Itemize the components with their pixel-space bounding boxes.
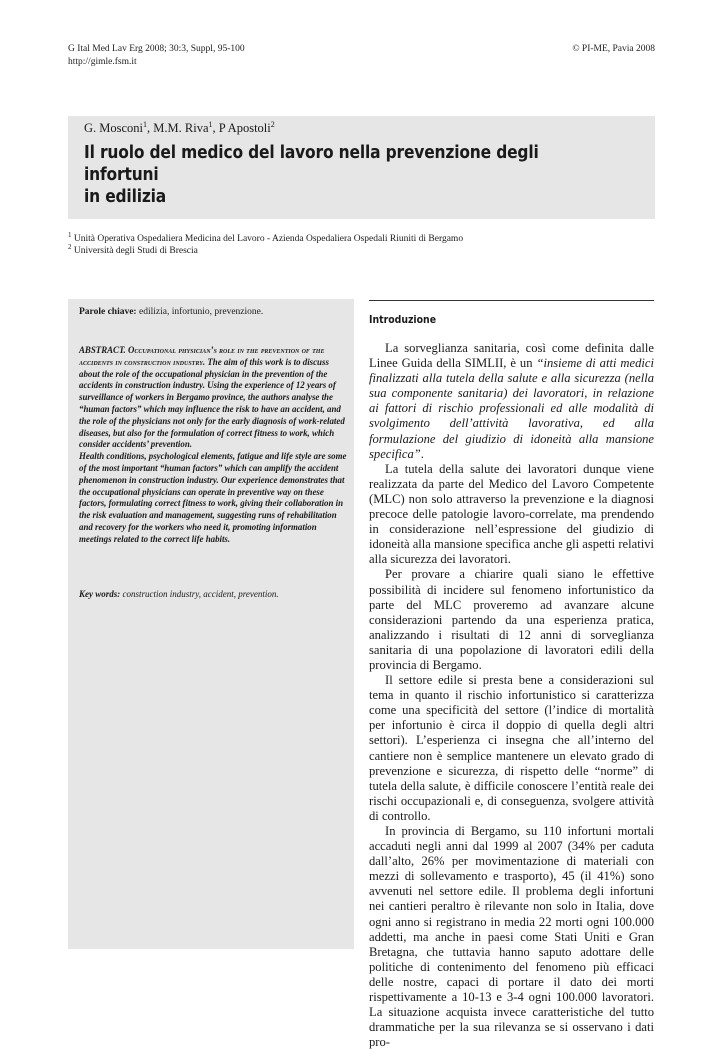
abstract (79, 345, 347, 546)
abstract-title: Occupational physician’s role in the prevention of the accidents in construction industry. (79, 345, 325, 367)
section-heading-introduction: Introduzione (369, 313, 437, 326)
affiliation-number: 1 (68, 231, 72, 239)
paragraph-quote: “insieme di atti medici finalizzati alla tutela della salute e alla sicurezza (nella sua componente sanitaria) dei lavoratori, in relazione ai fattori di rischio professionali ed alle modalità di svolgimento dell’attività lavorativa, ed alla formulazione del giudizio di idoneità alla mansione specifica” (369, 356, 654, 461)
author-name: P Apostoli (218, 121, 271, 136)
paragraph-text: La sorveglianza sanitaria, così come definita dalle Linee Guida della SIMLII, è un (369, 341, 654, 371)
author-affiliation-mark: 1 (143, 120, 148, 129)
keywords-english-label: Key words: (79, 589, 121, 599)
keywords-italian (79, 306, 347, 319)
body-paragraph (369, 341, 654, 462)
article-title-line: in edilizia (84, 186, 167, 207)
body-paragraph: La tutela della salute dei lavoratori dunque viene realizzata da parte del Medico del Lavoro Competente (MLC) non solo attraverso la prevenzione e la diagnosi precoce delle patologie lavoro-correlate, ma prendendo in considerazione nell’espressione del giudizio di idoneità alla mansione specifica anche gli aspetti relativi alla sicurezza dei lavoratori. (369, 461, 654, 567)
body-paragraph: In provincia di Bergamo, su 110 infortuni mortali accaduti negli anni dal 1999 al 2007 (34% per caduta dall’alto, 26% per movimentazione di materiali con mezzi di sollevamento e trasporto), 45 (il 41%) sono avvenuti nel settore edile. Il problema degli infortuni nei cantieri peraltro è rilevante non solo in Italia, dove ogni anno si registrano in media 22 morti ogni 100.000 addetti, ma anche in paesi come Stati Uniti e Gran Bretagna, che tuttavia hanno saputo adottare delle politiche di contenimento del fenomeno più efficaci delle nostre, capaci di portare il dato dei morti rispettivamente a 10-13 e 3-4 ogni 100.000 lavoratori. La situazione acquista invece caratteristiche del tutto drammatiche per la sua rilevanza se si osservano i dati pro- (369, 824, 654, 1050)
keywords-italian-label: Parole chiave: (79, 307, 137, 317)
author-affiliation-mark: 2 (270, 120, 275, 129)
abstract-text-continued: Health conditions, psychological elements, fatigue and life style are some of the most important “human factors” which can amplify the accident phenomenon in construction industry. Our experience demonstrates that the occupational physicians can operate in preventive way on these factors, formulating correct fitness to work, giving their collaboration in the risk evaluation and management, suggesting runs of rehabilitation and recovery for the workers who need it, promoting information meetings related to the correct life habits. (79, 451, 347, 544)
keywords-english-text: construction industry, accident, prevention. (120, 589, 279, 599)
body-paragraph: Per provare a chiarire quali siano le effettive possibilità di incidere sul fenomeno infortunistico da parte del MLC proveremo ad avanzare alcune considerazioni partendo da una esperienza pratica, analizzando i risultati di 12 anni di sorveglianza sanitaria di una popolazione di lavoratori edili della provincia di Bergamo. (369, 567, 654, 672)
affiliation-text: Università degli Studi di Brescia (73, 246, 198, 257)
article-title (84, 142, 566, 208)
author-name: M.M. Riva (153, 121, 209, 136)
keywords-italian-text: edilizia, infortunio, prevenzione. (136, 307, 264, 317)
keywords-english (79, 588, 347, 600)
introduction-body (369, 341, 654, 1050)
body-paragraph: Il settore edile si presta bene a considerazioni sul tema in quanto il rischio infortunistico si caratterizza come una specificità del settore (l’indice di mortalità per infortunio è circa il doppio di quella degli altri settori). L’esperienza ci insegna che all’interno del cantiere non è semplice mantenere un elevato grado di prevenzione e sicurezza, di rispetto delle “norme” di tutela della salute, è difficile conoscere l’entità reale dei rischi occupazionali e, di conseguenza, svolgere attività di controllo. (369, 673, 654, 823)
article-title-line: Il ruolo del medico del lavoro nella prevenzione degli infortuni (84, 142, 539, 185)
author-separator: , (212, 121, 219, 136)
author-name: G. Mosconi (84, 121, 144, 136)
author-affiliation-mark: 1 (208, 120, 213, 129)
abstract-text: The aim of this work is to discuss about the role of the occupational physician in the prevention of the accidents in construction industry. Using the experience of 12 years of surveillance of workers in Bergamo province, the authors analyse the “human factors” which may influence the risk to have an accident, and the role of the physicians not only for the early diagnosis of work-related diseases, but also for the formulation of correct fitness to work, which consider accidents’ prevention. (79, 356, 345, 450)
affiliation-text: Unità Operativa Ospedaliera Medicina del Lavoro - Azienda Ospedaliera Ospedali Riuniti di Bergamo (73, 234, 464, 245)
journal-reference: G Ital Med Lav Erg 2008; 30:3, Suppl, 95-100 (68, 44, 245, 54)
copyright-notice: © PI-ME, Pavia 2008 (572, 44, 655, 54)
paragraph-text-end: . (420, 446, 424, 461)
author-separator: , (147, 121, 154, 136)
affiliation-2 (68, 241, 198, 257)
abstract-label: ABSTRACT. (79, 345, 128, 355)
column-divider-rule (369, 300, 654, 301)
journal-url[interactable]: http://gimle.fsm.it (68, 57, 137, 67)
author-list (84, 120, 275, 136)
affiliation-number: 2 (68, 243, 72, 251)
